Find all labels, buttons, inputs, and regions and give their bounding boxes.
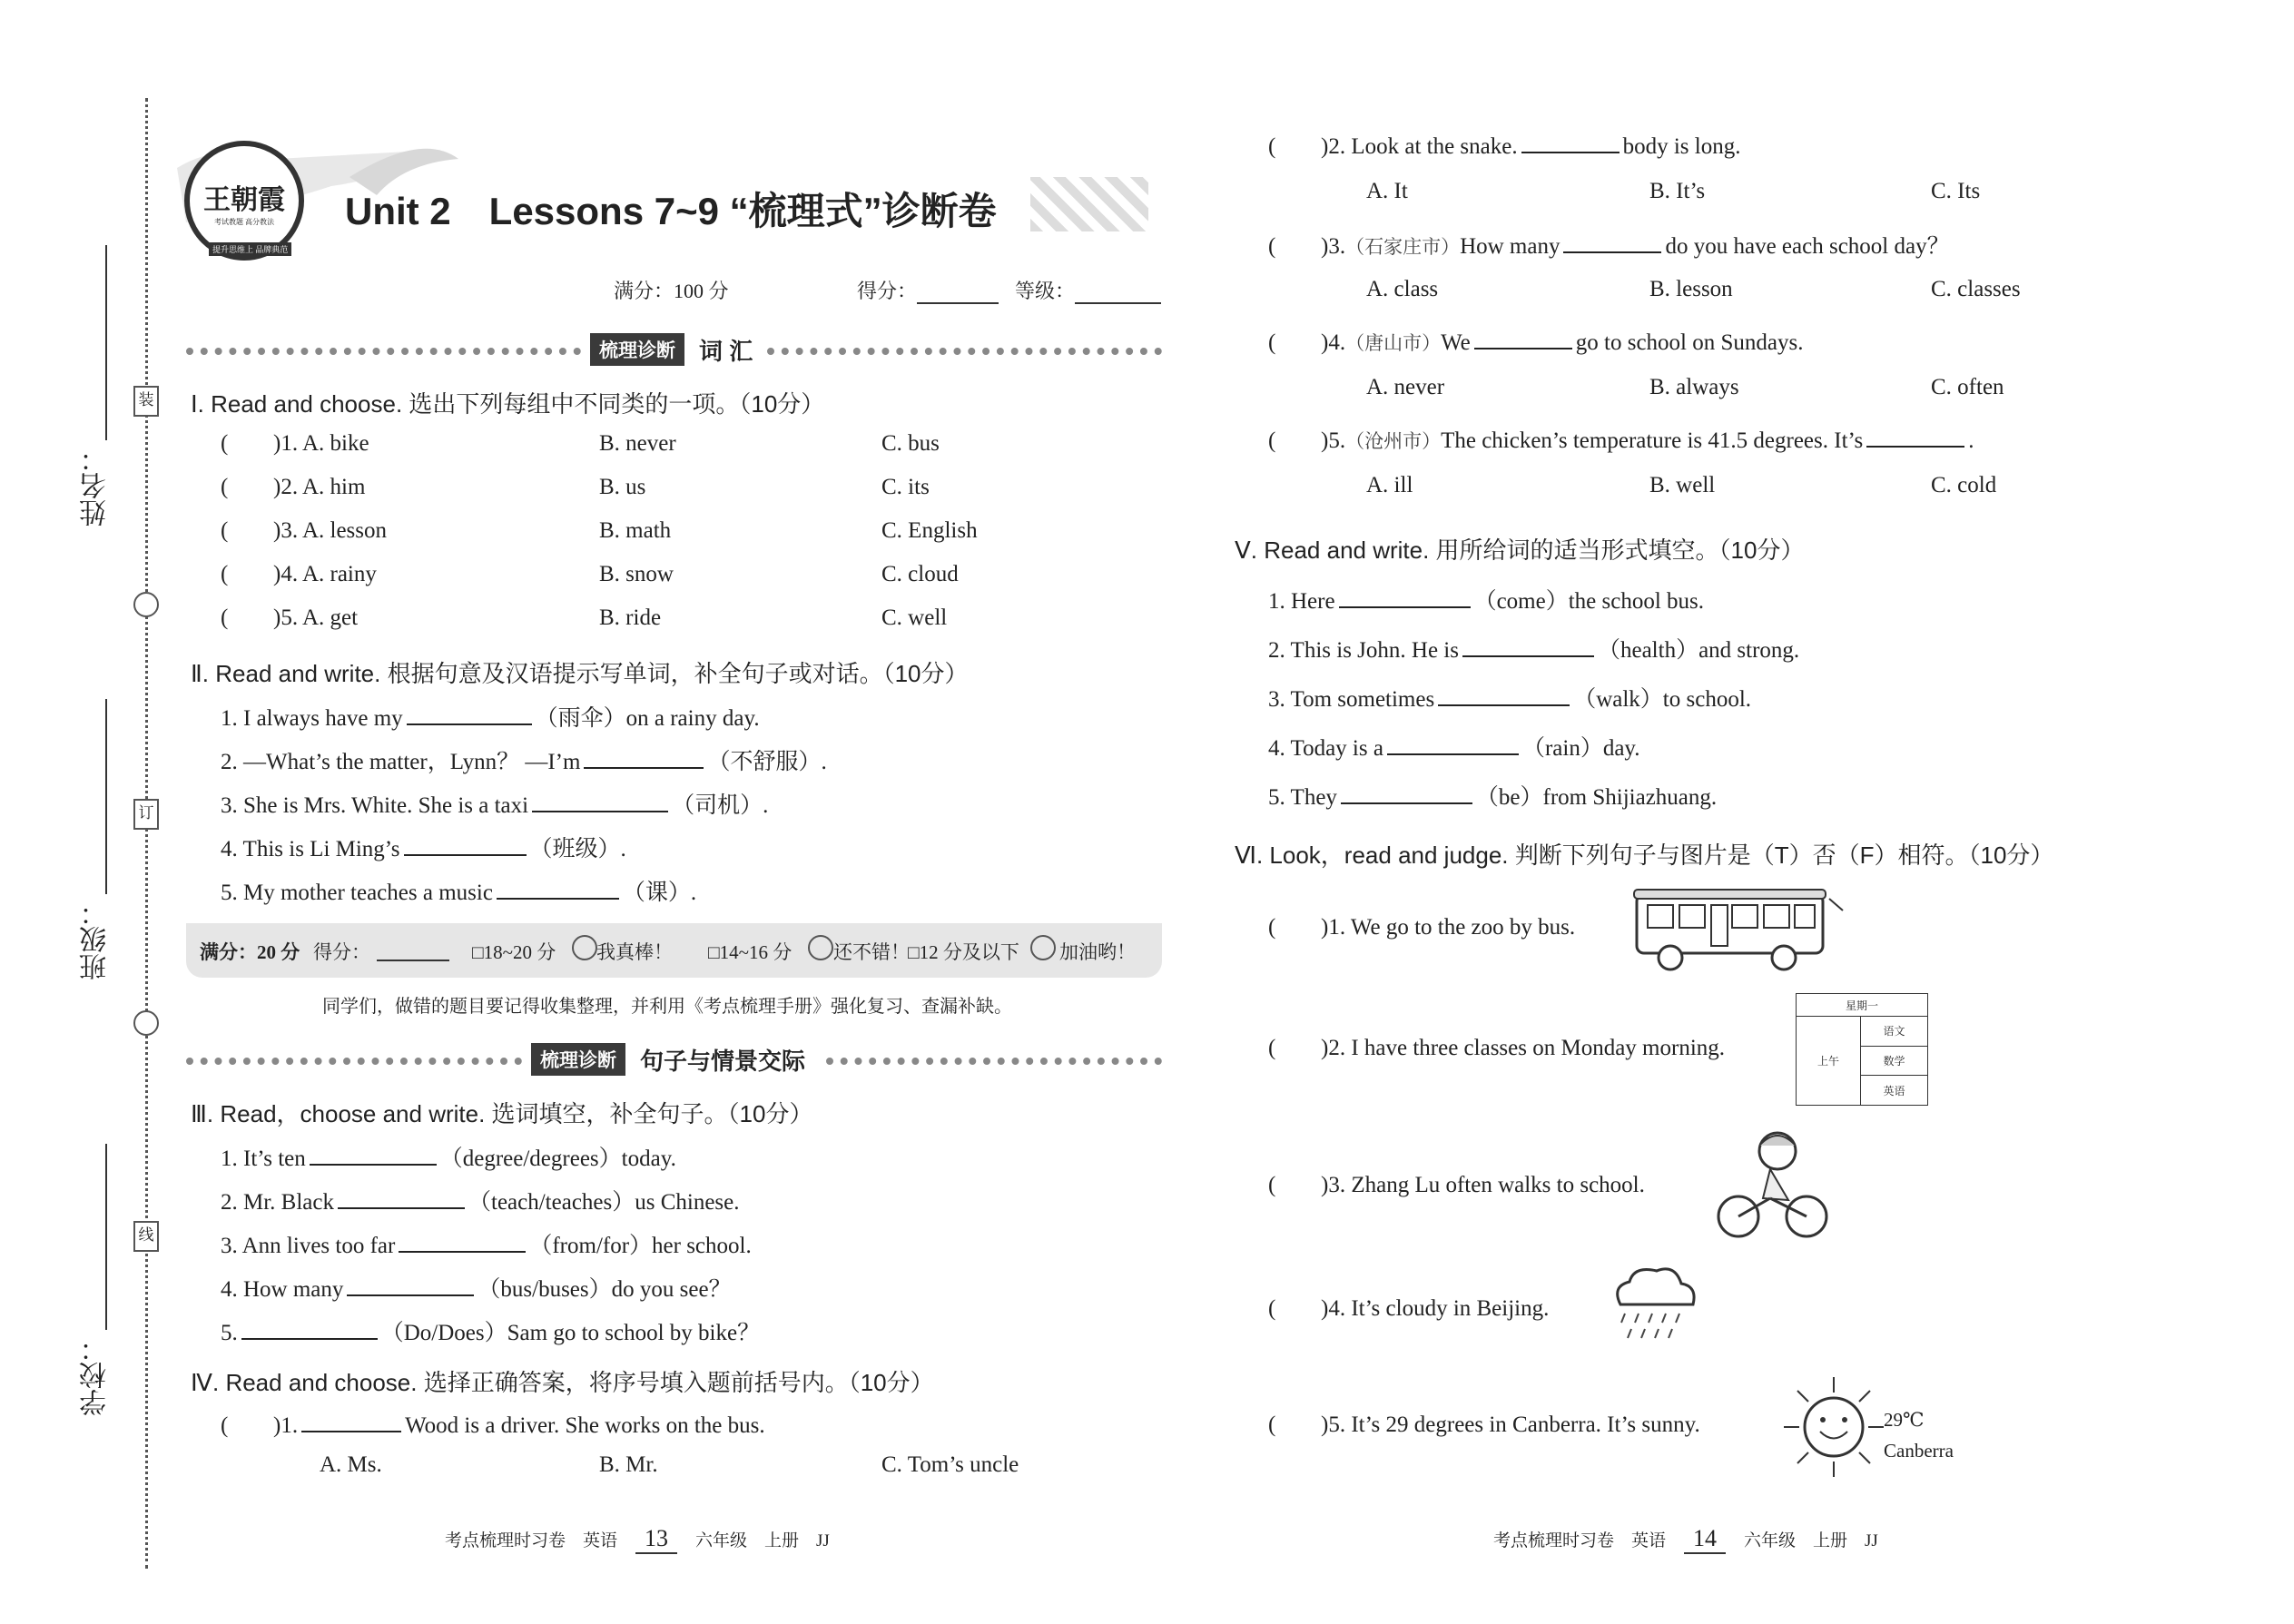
- footer-right: [1493, 1525, 1878, 1554]
- region-tag: （石家庄市）: [1345, 236, 1461, 258]
- answer-blank[interactable]: [347, 1273, 474, 1296]
- answer-paren[interactable]: (: [1268, 1296, 1276, 1321]
- answer-paren[interactable]: (: [221, 431, 229, 456]
- sentence-end: （health）and strong.: [1597, 638, 1800, 663]
- sentence-start: 2. This is John. He is: [1268, 638, 1459, 663]
- schedule-subject: 英语: [1861, 1076, 1928, 1106]
- logo-motto: 考试教题 高分教法: [214, 218, 274, 226]
- cyclist-icon: [1707, 1126, 1843, 1244]
- q1-item: [221, 605, 358, 631]
- binding-hole-icon: [133, 592, 159, 617]
- answer-paren[interactable]: (: [1268, 428, 1276, 453]
- sentence-start: 5. My mother teaches a music: [221, 881, 493, 905]
- answer-blank[interactable]: [1521, 130, 1620, 153]
- grade-blank[interactable]: [1075, 302, 1161, 304]
- q4-item: [1268, 326, 1803, 356]
- q5-item: [1268, 583, 1704, 615]
- answer-blank[interactable]: [1474, 326, 1572, 349]
- q4-item: [221, 1409, 765, 1439]
- answer-paren[interactable]: (: [1268, 1412, 1276, 1437]
- option-b: B. It’s: [1649, 179, 1706, 203]
- bar-score-label: 得分：: [313, 941, 370, 963]
- q1-title: Ⅰ. Read and choose. 选出下列每组中不同类的一项。（10分）: [191, 390, 825, 418]
- option-b: B. never: [599, 431, 676, 456]
- answer-blank[interactable]: [1341, 781, 1472, 804]
- q1-item: [221, 562, 377, 587]
- region-tag: （沧州市）: [1345, 430, 1442, 452]
- statement: )1. We go to the zoo by bus.: [1321, 915, 1576, 940]
- option-a: A. It: [1366, 179, 1408, 203]
- sentence-end: （班级）.: [529, 837, 626, 861]
- section-header-vocab: [186, 331, 1162, 368]
- answer-blank[interactable]: [1438, 683, 1570, 706]
- page-number: 13: [635, 1525, 677, 1554]
- item-number: )4.: [1321, 330, 1346, 355]
- statement: )2. I have three classes on Monday morning.: [1321, 1036, 1726, 1060]
- bar-option-1[interactable]: □18~20 分: [472, 941, 556, 963]
- section-title: 句子与情景交际: [640, 1048, 806, 1075]
- bar-score-blank[interactable]: [377, 936, 449, 961]
- option-c: C. English: [881, 518, 978, 543]
- q6-item: [1268, 1036, 1725, 1061]
- q3-item: [221, 1140, 676, 1173]
- footer-book: 考点梳理时习卷 英语: [1493, 1531, 1667, 1550]
- sentence-start: 4. Today is a: [1268, 736, 1383, 761]
- answer-blank[interactable]: [1563, 230, 1661, 253]
- score-field: [857, 276, 999, 304]
- q6-item: [1268, 915, 1575, 940]
- q6-item: [1268, 1173, 1645, 1198]
- score-label: 得分：: [857, 280, 918, 302]
- sentence-end: （rain）day.: [1521, 736, 1640, 761]
- q6-item: [1268, 1412, 1700, 1438]
- cheer-icon: [1030, 935, 1056, 960]
- answer-blank[interactable]: [1339, 585, 1471, 608]
- seal-char: 订: [133, 799, 159, 830]
- weather-city: Canberra: [1884, 1440, 1954, 1462]
- bar-full-score: 满分：20 分: [200, 941, 300, 963]
- divider: [186, 1058, 522, 1065]
- statement: )5. It’s 29 degrees in Canberra. It’s sunny.: [1321, 1412, 1700, 1437]
- q2-title: Ⅱ. Read and write. 根据句意及汉语提示写单词，补全句子或对话。（10分）: [191, 660, 969, 687]
- option-c: C. well: [881, 605, 948, 630]
- bar-option-2-text: 还不错！: [833, 941, 910, 963]
- answer-blank[interactable]: [532, 789, 668, 812]
- class-field[interactable]: [105, 699, 107, 894]
- option-a: A. never: [1366, 375, 1445, 399]
- footer-left: [445, 1525, 830, 1554]
- option-b: B. always: [1649, 375, 1739, 399]
- footer-grade: 六年级 上册 JJ: [695, 1531, 830, 1550]
- bar-option-3[interactable]: □12 分及以下: [908, 941, 1019, 963]
- q5-item: [1268, 681, 1751, 714]
- sentence-start: 1. I always have my: [221, 706, 403, 731]
- item-number: )2.: [1321, 134, 1346, 159]
- bar-option-3-text: 加油哟！: [1059, 941, 1136, 963]
- region-tag: （唐山市）: [1345, 332, 1442, 354]
- answer-blank[interactable]: [1462, 634, 1594, 657]
- sentence-end: （课）.: [622, 881, 697, 905]
- divider: [186, 348, 581, 355]
- section-tag: 梳理诊断: [531, 1043, 625, 1076]
- option-a: A. class: [1366, 277, 1439, 301]
- schedule-day: 星期一: [1797, 994, 1928, 1017]
- section-header-sentence: [186, 1041, 1162, 1078]
- sentence-start: Look at the snake.: [1351, 134, 1518, 159]
- full-score: 满分：100 分: [614, 280, 729, 302]
- schedule-period: 上午: [1797, 1017, 1861, 1106]
- q3-item: [221, 1184, 740, 1216]
- title-decoration: [1030, 177, 1148, 231]
- option-b: B. snow: [599, 562, 674, 586]
- answer-paren[interactable]: (: [1268, 915, 1276, 940]
- sentence-start: 4. This is Li Ming’s: [221, 837, 400, 861]
- q3-item: [221, 1314, 760, 1347]
- statement: )4. It’s cloudy in Beijing.: [1321, 1296, 1550, 1321]
- q1-item: [221, 518, 387, 544]
- sentence-end: do you have each school day？: [1665, 234, 1950, 259]
- sentence-start: 2. Mr. Black: [221, 1190, 334, 1215]
- binding-line: [145, 98, 148, 1569]
- sentence-start: 5.: [221, 1321, 238, 1345]
- answer-paren[interactable]: (: [221, 475, 229, 499]
- sentence-end: .: [1968, 428, 1974, 453]
- sentence-end: body is long.: [1622, 134, 1741, 159]
- q1-item: [221, 431, 369, 457]
- q5-item: [1268, 730, 1640, 763]
- q5-title: Ⅴ. Read and write. 用所给词的适当形式填空。（10分）: [1235, 536, 1805, 564]
- item-number: )1.: [273, 1413, 299, 1438]
- name-field[interactable]: [105, 245, 107, 440]
- answer-paren[interactable]: (: [1268, 1036, 1276, 1060]
- sentence-start: 5. They: [1268, 785, 1337, 810]
- statement: )3. Zhang Lu often walks to school.: [1321, 1173, 1645, 1197]
- option-b: B. us: [599, 475, 646, 499]
- school-label: 学校：: [81, 1334, 111, 1416]
- answer-blank[interactable]: [584, 745, 704, 769]
- answer-blank[interactable]: [1866, 424, 1964, 448]
- page-number: 14: [1684, 1525, 1726, 1554]
- divider: [826, 1058, 1162, 1065]
- footer-book: 考点梳理时习卷 英语: [445, 1531, 618, 1550]
- seal-char: 装: [133, 386, 159, 417]
- answer-blank[interactable]: [241, 1316, 378, 1340]
- answer-blank[interactable]: [404, 832, 527, 856]
- option-c: C. Tom’s uncle: [881, 1452, 1019, 1477]
- sentence-end: （司机）.: [672, 793, 769, 818]
- schedule-subject: 语文: [1861, 1017, 1928, 1047]
- answer-paren[interactable]: (: [1268, 234, 1276, 259]
- answer-paren[interactable]: (: [221, 605, 229, 630]
- weather-temp: 29℃: [1884, 1409, 1925, 1431]
- section-title: 词 汇: [699, 338, 753, 365]
- answer-paren[interactable]: (: [1268, 1173, 1276, 1197]
- sentence-end: Wood is a driver. She works on the bus.: [405, 1413, 765, 1438]
- logo-ribbon-text: 提升思维上 品牌典范: [209, 242, 291, 256]
- q3-item: [221, 1271, 732, 1304]
- option-a: )4. A. rainy: [273, 562, 377, 586]
- option-c: C. its: [881, 475, 930, 499]
- option-b: B. ride: [599, 605, 662, 630]
- schedule-table: [1796, 993, 1928, 1106]
- option-b: B. math: [599, 518, 672, 543]
- answer-paren[interactable]: (: [221, 518, 229, 543]
- sentence-start: 1. Here: [1268, 589, 1335, 614]
- sentence-end: go to school on Sundays.: [1575, 330, 1804, 355]
- answer-blank[interactable]: [310, 1142, 437, 1166]
- answer-paren[interactable]: (: [1268, 330, 1276, 355]
- smile-icon: [808, 935, 833, 960]
- grade-field: [1015, 276, 1161, 304]
- q4-item: [1268, 424, 1974, 454]
- answer-blank[interactable]: [301, 1409, 401, 1432]
- logo-text: 王朝霞: [203, 185, 285, 215]
- divider: [767, 348, 1162, 355]
- option-c: C. cold: [1931, 473, 1997, 497]
- sentence-start: 4. How many: [221, 1277, 344, 1302]
- sentence-end: （degree/degrees）today.: [439, 1147, 676, 1171]
- schedule-subject: 数学: [1861, 1046, 1928, 1076]
- sentence-end: （不舒服）.: [707, 750, 827, 774]
- sentence-end: （be）from Shijiazhuang.: [1475, 785, 1718, 810]
- option-c: C. often: [1931, 375, 2004, 399]
- option-c: C. Its: [1931, 179, 1981, 203]
- item-number: )3.: [1321, 234, 1346, 259]
- option-c: C. cloud: [881, 562, 959, 586]
- answer-blank[interactable]: [338, 1186, 465, 1209]
- answer-blank[interactable]: [497, 876, 619, 900]
- school-field[interactable]: [105, 1144, 107, 1330]
- sentence-start: 2. —What’s the matter，Lynn？ —I’m: [221, 750, 581, 774]
- q6-item: [1268, 1296, 1549, 1322]
- q1-item: [221, 475, 365, 500]
- q4-title: Ⅳ. Read and choose. 选择正确答案，将序号填入题前括号内。（10分）: [191, 1369, 934, 1396]
- sentence-start: 3. She is Mrs. White. She is a taxi: [221, 793, 529, 818]
- q2-item: [221, 743, 827, 776]
- q3-item: [221, 1227, 752, 1260]
- sentence-end: （from/for）her school.: [529, 1234, 752, 1258]
- class-label: 班级：: [81, 899, 111, 980]
- q5-item: [1268, 779, 1717, 812]
- bar-option-2[interactable]: □14~16 分: [708, 941, 793, 963]
- q5-item: [1268, 632, 1799, 664]
- sentence-start: 1. It’s ten: [221, 1147, 306, 1171]
- sentence-end: （come）the school bus.: [1473, 589, 1705, 614]
- answer-blank[interactable]: [1387, 732, 1519, 755]
- q6-title: Ⅵ. Look，read and judge. 判断下列句子与图片是（T）否（F）相符。（10分）: [1235, 842, 2054, 869]
- q2-item: [221, 831, 626, 863]
- option-a: )5. A. get: [273, 605, 359, 630]
- q2-item: [221, 700, 760, 733]
- name-label: 姓名：: [81, 445, 111, 527]
- sentence-end: （雨伞）on a rainy day.: [535, 706, 760, 731]
- bar-option-1-text: 我真棒！: [596, 941, 673, 963]
- answer-paren[interactable]: (: [1268, 134, 1276, 159]
- answer-blank[interactable]: [407, 702, 532, 725]
- sentence-end: （Do/Does）Sam go to school by bike？: [380, 1321, 761, 1345]
- self-assessment-bar: [186, 923, 1162, 978]
- rain-cloud-icon: [1607, 1264, 1702, 1354]
- q4-item: [1268, 130, 1740, 160]
- option-c: C. classes: [1931, 277, 2021, 301]
- score-blank[interactable]: [917, 302, 999, 304]
- seal-char: 线: [133, 1221, 159, 1252]
- grade-label: 等级：: [1015, 280, 1076, 302]
- sentence-start: The chicken’s temperature is 41.5 degrees. It’s: [1441, 428, 1864, 453]
- section-tag: 梳理诊断: [590, 333, 684, 366]
- option-a: )2. A. him: [273, 475, 366, 499]
- q2-item: [221, 874, 696, 907]
- sentence-start: We: [1441, 330, 1471, 355]
- q2-item: [221, 787, 768, 820]
- answer-blank[interactable]: [399, 1229, 526, 1253]
- sun-icon: [1779, 1373, 1888, 1481]
- q4-item: [1268, 228, 1950, 261]
- sentence-end: （teach/teaches）us Chinese.: [468, 1190, 740, 1215]
- item-number: )5.: [1321, 428, 1346, 453]
- option-b: B. well: [1649, 473, 1716, 497]
- option-a: )1. A. bike: [273, 431, 369, 456]
- option-b: B. Mr.: [599, 1452, 658, 1477]
- page-title: Unit 2 Lessons 7~9 “梳理式”诊断卷: [345, 190, 997, 232]
- option-b: B. lesson: [1649, 277, 1733, 301]
- option-a: A. Ms.: [320, 1452, 382, 1477]
- sentence-start: 3. Ann lives too far: [221, 1234, 396, 1258]
- bus-icon: [1629, 885, 1847, 976]
- binding-hole-icon: [133, 1010, 159, 1036]
- answer-paren[interactable]: (: [221, 1413, 229, 1438]
- sentence-start: How many: [1460, 234, 1561, 259]
- q3-title: Ⅲ. Read，choose and write. 选词填空，补全句子。（10分）: [191, 1100, 813, 1127]
- answer-paren[interactable]: (: [221, 562, 229, 586]
- option-c: C. bus: [881, 431, 940, 456]
- sentence-end: （bus/buses）do you see？: [478, 1277, 732, 1302]
- review-note: 同学们，做错的题目要记得收集整理，并利用《考点梳理手册》强化复习、查漏补缺。: [322, 997, 1012, 1017]
- option-a: A. ill: [1366, 473, 1413, 497]
- footer-grade: 六年级 上册 JJ: [1744, 1531, 1878, 1550]
- sentence-start: 3. Tom sometimes: [1268, 687, 1435, 712]
- sentence-end: （walk）to school.: [1573, 687, 1752, 712]
- option-a: )3. A. lesson: [273, 518, 387, 543]
- smile-icon: [572, 935, 597, 960]
